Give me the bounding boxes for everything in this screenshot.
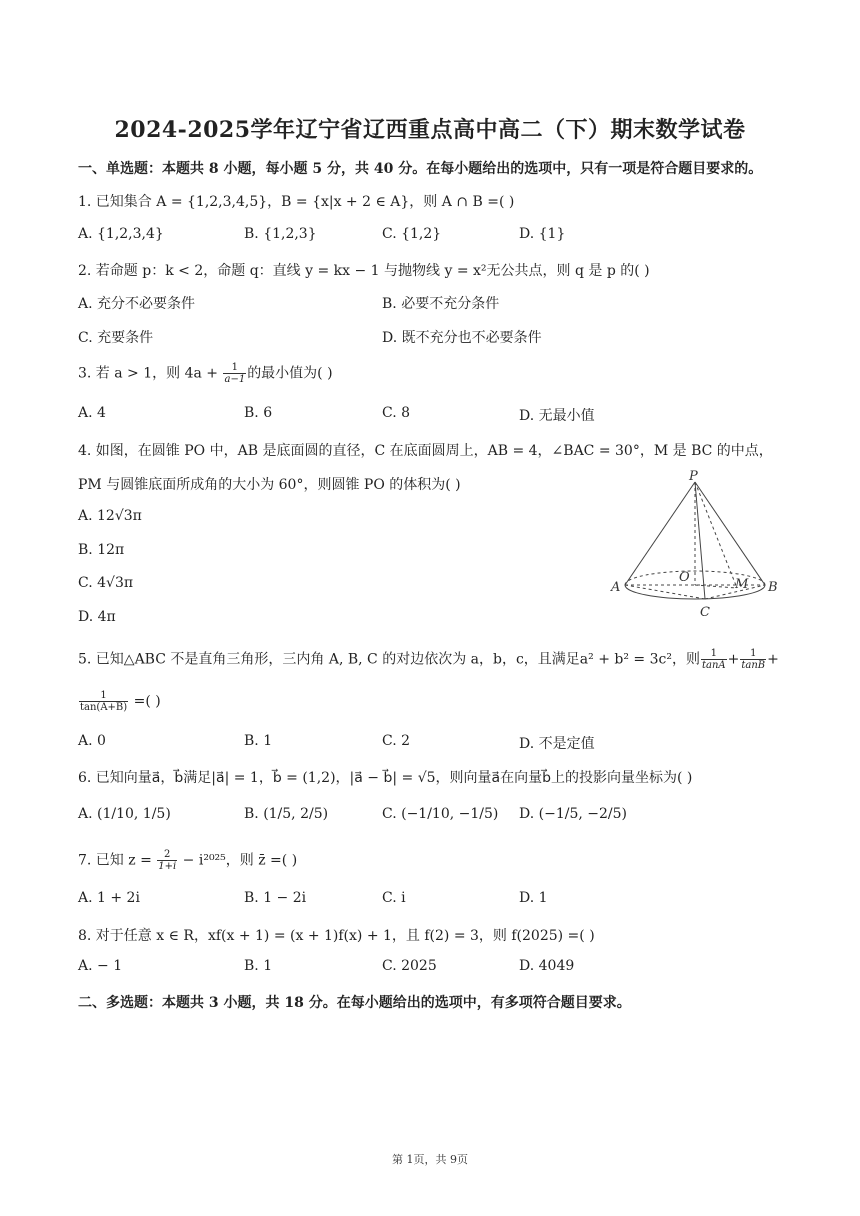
q5-fraction-2: [740, 648, 766, 671]
q5-f3-denominator: tan(A+B): [80, 702, 128, 713]
q7-frac-denominator: 1+i: [158, 861, 177, 872]
q3-option-d: D. 无最小值: [519, 408, 595, 424]
q6-option-a: A. (1/10, 1/5): [78, 806, 171, 822]
q3-option-b: B. 6: [244, 405, 273, 421]
question-5-stem-line2: [78, 690, 161, 713]
q5-f1-numerator: 1: [701, 648, 727, 660]
q5-option-a: A. 0: [78, 733, 106, 749]
question-5-stem-line1: [78, 648, 779, 671]
q3-option-a: A. 4: [78, 405, 106, 421]
q5-f3-numerator: 1: [79, 690, 128, 702]
section-multiple-choice: 二、多选题：本题共 3 小题，共 18 分。在每小题给出的选项中，有多项符合题目要求。: [78, 995, 631, 1011]
q8-option-c: C. 2025: [382, 958, 437, 974]
q7-option-c: C. i: [382, 890, 406, 906]
q6-option-d: D. (−1/5, −2/5): [519, 806, 627, 822]
question-7-stem: [78, 849, 297, 872]
q5-option-b: B. 1: [244, 733, 273, 749]
section-single-choice: 一、单选题：本题共 8 小题，每小题 5 分，共 40 分。在每小题给出的选项中，只有一项是符合题目要求的。: [78, 161, 763, 177]
q2-option-d: D. 既不充分也不必要条件: [382, 330, 542, 346]
q5-f2-numerator: 1: [740, 648, 766, 660]
fig-label-m: M: [735, 577, 749, 592]
fig-label-c: C: [700, 605, 710, 620]
q5-stem-text: 5. 已知△ABC 不是直角三角形，三内角 A, B, C 的对边依次为 a，b，c，且满足a² + b² = 3c²，则: [78, 651, 700, 668]
q8-option-d: D. 4049: [519, 958, 575, 974]
q3-frac-numerator: 1: [223, 362, 246, 374]
q4-option-d: D. 4π: [78, 609, 116, 625]
q4-option-b: B. 12π: [78, 542, 125, 558]
q8-option-b: B. 1: [244, 958, 273, 974]
question-2-stem: 2. 若命题 p：k < 2，命题 q：直线 y = kx − 1 与抛物线 y = x²无公共点，则 q 是 p 的( ): [78, 263, 650, 279]
fig-label-p: P: [689, 470, 698, 484]
fig-label-b: B: [768, 580, 778, 595]
q4-option-a: A. 12√3π: [78, 508, 142, 524]
question-4-stem-line2: PM 与圆锥底面所成角的大小为 60°，则圆锥 PO 的体积为( ): [78, 477, 461, 493]
q5-option-c: C. 2: [382, 733, 411, 749]
q6-option-c: C. (−1/10, −1/5): [382, 806, 499, 822]
q4-option-c: C. 4√3π: [78, 575, 134, 591]
question-6-stem: 6. 已知向量a⃗，b⃗满足|a⃗| = 1，b⃗ = (1,2)，|a⃗ − b⃗| = √5，则向量a⃗在向量b⃗上的投影向量坐标为( ): [78, 770, 693, 786]
page-footer: 第 1页，共 9页: [392, 1153, 468, 1166]
q2-option-b: B. 必要不充分条件: [382, 296, 500, 312]
q2-option-a: A. 充分不必要条件: [78, 296, 196, 312]
q3-option-c: C. 8: [382, 405, 411, 421]
q8-option-a: A. − 1: [78, 958, 123, 974]
q7-stem-pre: 7. 已知 z =: [78, 852, 157, 869]
q7-option-d: D. 1: [519, 890, 548, 906]
q7-option-b: B. 1 − 2i: [244, 890, 307, 906]
q6-option-b: B. (1/5, 2/5): [244, 806, 329, 822]
question-4-stem-line1: 4. 如图，在圆锥 PO 中，AB 是底面圆的直径，C 在底面圆周上，AB = 4，∠BAC = 30°，M 是 BC 的中点，: [78, 443, 773, 459]
q3-frac-denominator: a−1: [224, 374, 246, 385]
q3-fraction: [223, 362, 246, 385]
q3-stem-post: 的最小值为( ): [247, 365, 333, 382]
q5-f2-denominator: tanB: [741, 660, 766, 671]
fig-label-o: O: [679, 570, 690, 585]
q5-fraction-1: [701, 648, 727, 671]
q5-fraction-3: [79, 690, 128, 713]
q5-option-d: D. 不是定值: [519, 736, 595, 752]
q7-fraction: [157, 849, 177, 872]
q5-stem-eq: =( ): [129, 693, 161, 710]
q1-option-c: C. {1,2}: [382, 226, 442, 242]
q5-plus-2: +: [767, 651, 779, 668]
cone-figure: [605, 470, 785, 630]
q7-frac-numerator: 2: [157, 849, 177, 861]
q2-option-c: C. 充要条件: [78, 330, 154, 346]
q1-option-a: A. {1,2,3,4}: [78, 226, 164, 242]
q1-option-d: D. {1}: [519, 226, 566, 242]
q1-option-b: B. {1,2,3}: [244, 226, 317, 242]
fig-label-a: A: [611, 580, 621, 595]
question-3-stem: [78, 362, 333, 385]
page-title: 2024-2025学年辽宁省辽西重点高中高二（下）期末数学试卷: [114, 117, 746, 143]
question-8-stem: 8. 对于任意 x ∈ R，xf(x + 1) = (x + 1)f(x) + 1，且 f(2) = 3，则 f(2025) =( ): [78, 928, 595, 944]
q5-plus-1: +: [727, 651, 740, 668]
q7-stem-post: − i²⁰²⁵，则 z̄ =( ): [178, 852, 298, 869]
q5-f1-denominator: tanA: [701, 660, 726, 671]
q7-option-a: A. 1 + 2i: [78, 890, 140, 906]
question-1-stem: 1. 已知集合 A = {1,2,3,4,5}，B = {x|x + 2 ∈ A}，则 A ∩ B =( ): [78, 194, 515, 210]
q3-stem-pre: 3. 若 a > 1，则 4a +: [78, 365, 223, 382]
